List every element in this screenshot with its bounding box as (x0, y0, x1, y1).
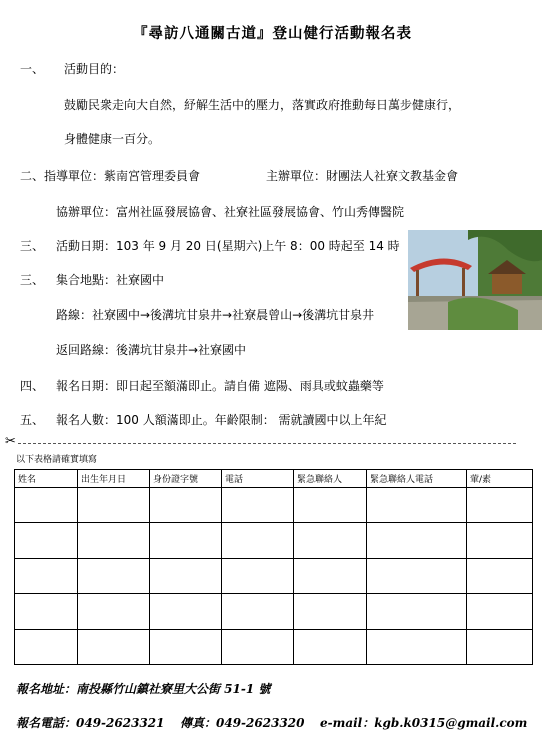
table-cell[interactable] (367, 558, 467, 593)
table-cell[interactable] (222, 629, 294, 664)
table-cell[interactable] (367, 523, 467, 558)
purpose-text-1: 鼓勵民衆走向大自然，紓解生活中的壓力，落實政府推動每日萬步健康行， (64, 98, 461, 112)
table-cell[interactable] (150, 629, 222, 664)
table-row (15, 523, 533, 558)
table-header-row (15, 470, 533, 488)
event-date: 活動日期：103 年 9 月 20 日(星期六)上午 8：00 時起至 14 時 (56, 239, 400, 253)
fax-number: 傳真：049-2623320 (180, 716, 305, 730)
form-caption: 以下表格請確實填寫 (16, 455, 98, 465)
guide-unit: 指導單位：紫南宮管理委員會 (44, 169, 201, 183)
email-address: e-mail：kgb.k0315@gmail.com (320, 716, 528, 730)
section-number: 一、 (20, 62, 45, 76)
table-cell[interactable] (150, 594, 222, 629)
col-emergency-contact: 緊急聯絡人 (294, 470, 367, 488)
return-route: 返回路線：後溝坑甘泉井→社寮國中 (56, 343, 247, 357)
section-number: 五、 (20, 413, 45, 427)
page-title: 『尋訪八通關古道』登山健行活動報名表 (133, 25, 412, 42)
section-number: 三、 (20, 273, 45, 287)
signup-count: 報名人數：100 人額滿即止。年齡限制： 需就讀國中以上年紀 (56, 413, 387, 427)
scissors-icon: ✂ (5, 434, 16, 449)
table-cell[interactable] (467, 523, 533, 558)
cut-line (18, 443, 516, 444)
col-birthdate: 出生年月日 (78, 470, 150, 488)
table-cell[interactable] (467, 594, 533, 629)
signup-date: 報名日期：即日起至額滿即止。請自備 遮陽、雨具或蚊蟲藥等 (56, 379, 384, 393)
table-cell[interactable] (294, 594, 367, 629)
purpose-text-2: 身體健康一百分。 (64, 132, 161, 146)
table-cell[interactable] (78, 629, 150, 664)
table-cell[interactable] (78, 594, 150, 629)
table-cell[interactable] (294, 523, 367, 558)
table-cell[interactable] (367, 488, 467, 523)
col-name: 姓名 (15, 470, 78, 488)
table-row (15, 488, 533, 523)
table-cell[interactable] (467, 558, 533, 593)
registration-table (14, 469, 533, 665)
section-number: 三、 (20, 239, 45, 253)
host-unit: 主辦單位：財團法人社寮文教基金會 (266, 169, 459, 183)
signup-phone: 報名電話：049-2623321 (16, 716, 165, 730)
table-cell[interactable] (294, 558, 367, 593)
purpose-label: 活動目的： (64, 62, 125, 76)
table-cell[interactable] (150, 558, 222, 593)
table-cell[interactable] (15, 629, 78, 664)
gazebo-photo (408, 230, 542, 330)
table-cell[interactable] (150, 488, 222, 523)
table-cell[interactable] (78, 558, 150, 593)
table-cell[interactable] (78, 488, 150, 523)
col-phone: 電話 (222, 470, 294, 488)
table-cell[interactable] (15, 594, 78, 629)
table-row (15, 594, 533, 629)
table-cell[interactable] (15, 558, 78, 593)
table-cell[interactable] (15, 488, 78, 523)
signup-address: 報名地址：南投縣竹山鎮社寮里大公街 51-1 號 (16, 682, 271, 696)
table-cell[interactable] (294, 488, 367, 523)
table-cell[interactable] (222, 523, 294, 558)
col-emergency-phone: 緊急聯絡人電話 (367, 470, 467, 488)
section-number: 二、 (20, 169, 45, 183)
col-id-number: 身份證字號 (150, 470, 222, 488)
table-cell[interactable] (367, 594, 467, 629)
table-cell[interactable] (222, 558, 294, 593)
table-cell[interactable] (467, 629, 533, 664)
table-cell[interactable] (222, 488, 294, 523)
table-cell[interactable] (78, 523, 150, 558)
table-cell[interactable] (222, 594, 294, 629)
col-diet: 葷/素 (467, 470, 533, 488)
meeting-place: 集合地點：社寮國中 (56, 273, 165, 287)
table-row (15, 558, 533, 593)
table-cell[interactable] (467, 488, 533, 523)
table-cell[interactable] (150, 523, 222, 558)
table-cell[interactable] (367, 629, 467, 664)
table-cell[interactable] (15, 523, 78, 558)
section-number: 四、 (20, 379, 45, 393)
route: 路線：社寮國中→後溝坑甘泉井→社寮晨曾山→後溝坑甘泉井 (56, 308, 375, 322)
table-cell[interactable] (294, 629, 367, 664)
table-row (15, 629, 533, 664)
co-organizers: 協辦單位：富州社區發展協會、社寮社區發展協會、竹山秀傳醫院 (56, 205, 405, 219)
